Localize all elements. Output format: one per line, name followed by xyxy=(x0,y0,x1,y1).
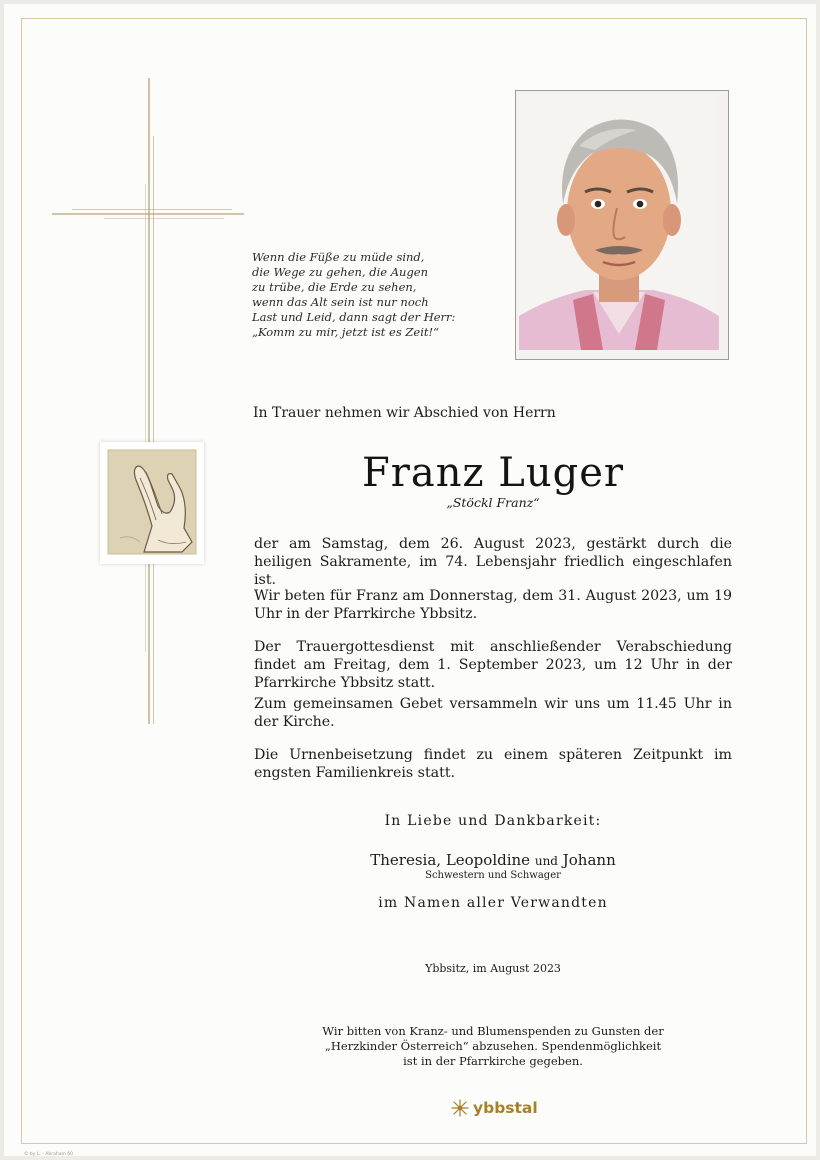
obituary-sheet xyxy=(4,4,816,1156)
deceased-portrait-photo xyxy=(515,90,729,360)
donation-request xyxy=(253,1024,733,1069)
copyright-footnote: © by L. - Abraham 60 xyxy=(24,1152,73,1157)
closing-line: In Liebe und Dankbarkeit: xyxy=(384,813,602,829)
family-relation: Schwestern und Schwager xyxy=(425,870,561,881)
logo-text: ybbstal xyxy=(473,1099,538,1117)
intro-line: In Trauer nehmen wir Abschied von Herrn xyxy=(253,405,556,421)
poem-line: zu trübe, die Erde zu sehen, xyxy=(252,280,417,294)
deceased-nickname: „Stöckl Franz“ xyxy=(446,495,540,510)
request-line: „Herzkinder Österreich“ abzusehen. Spendenmöglichkeit xyxy=(324,1039,662,1053)
dandelion-icon xyxy=(450,1098,470,1118)
poem-line: „Komm zu mir, jetzt ist es Zeit!“ xyxy=(252,325,440,339)
place-date: Ybbsitz, im August 2023 xyxy=(425,962,561,975)
poem-line: die Wege zu gehen, die Augen xyxy=(252,265,429,279)
funeral-service-paragraph: Der Trauergottesdienst mit anschließender Verabschiedung findet am Freitag, dem 1. September 2023, um 12 Uhr in der Pfarrkirche Ybbsitz statt. xyxy=(254,639,732,691)
family-names xyxy=(253,851,733,869)
poem-line: Last und Leid, dann sagt der Herr: xyxy=(252,310,456,324)
death-paragraph: der am Samstag, dem 26. August 2023, gestärkt durch die heiligen Sakramente, im 74. Lebensjahr friedlich eingeschlafen ist. xyxy=(254,536,732,588)
praying-hands-icon xyxy=(100,442,204,564)
family-name-1: Theresia, Leopoldine xyxy=(370,851,531,869)
family-name-2: Johann xyxy=(562,851,616,869)
cross-ornament-icon xyxy=(4,4,264,744)
burial-paragraph: Die Urnenbeisetzung findet zu einem späteren Zeitpunkt im engsten Familienkreis statt. xyxy=(254,747,732,781)
gathering-paragraph: Zum gemeinsamen Gebet versammeln wir uns um 11.45 Uhr in der Kirche. xyxy=(254,696,732,730)
ybbstal-logo xyxy=(450,1098,538,1118)
family-connector: und xyxy=(534,854,558,868)
request-line: ist in der Pfarrkirche gegeben. xyxy=(403,1054,583,1068)
prayer-paragraph: Wir beten für Franz am Donnerstag, dem 31. August 2023, um 19 Uhr in der Pfarrkirche Ybbsitz. xyxy=(254,588,732,622)
praying-hands-image xyxy=(100,442,204,564)
relatives-line: im Namen aller Verwandten xyxy=(378,895,608,911)
poem-line: Wenn die Füße zu müde sind, xyxy=(252,250,425,264)
memorial-poem xyxy=(252,250,492,340)
poem-line: wenn das Alt sein ist nur noch xyxy=(252,295,429,309)
request-line: Wir bitten von Kranz- und Blumenspenden zu Gunsten der xyxy=(322,1024,664,1038)
deceased-name: Franz Luger xyxy=(362,450,624,496)
